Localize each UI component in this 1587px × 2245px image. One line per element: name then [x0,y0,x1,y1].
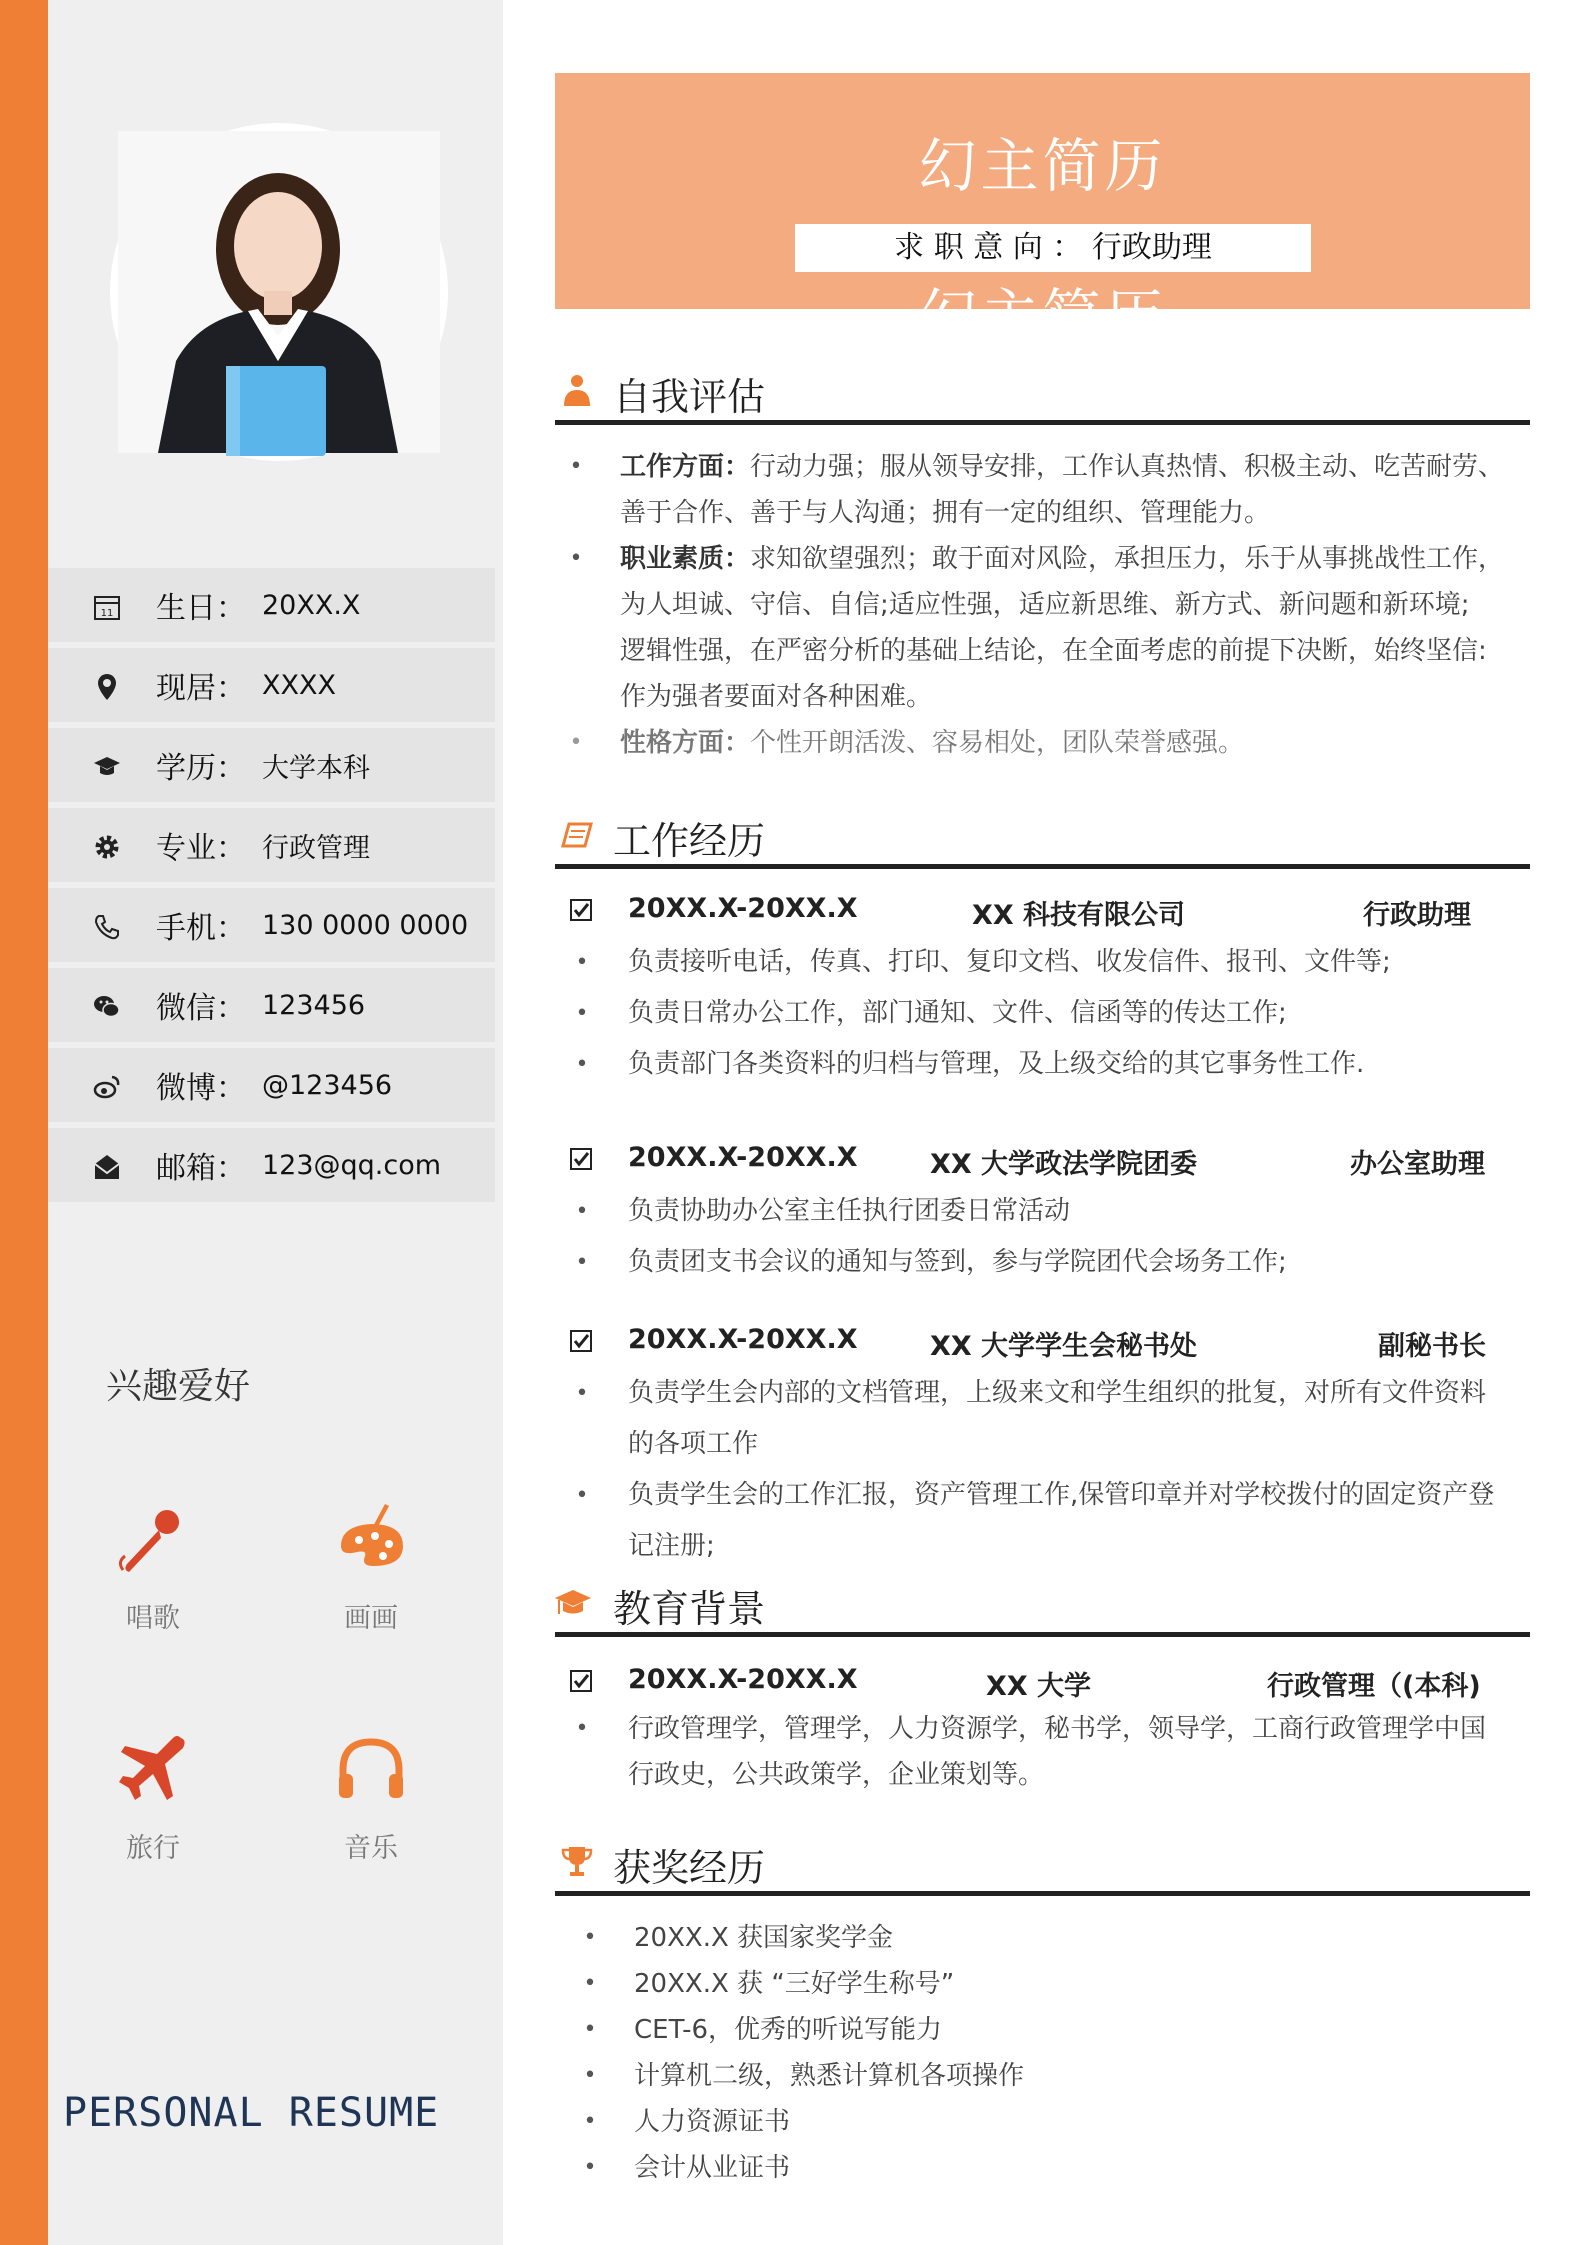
list-item-cont [560,490,1520,536]
hobby-singing [78,1500,228,1635]
list-item-cont [570,1752,1520,1798]
list-item-cont [570,1521,1520,1572]
item-text: 善于合作、善于与人沟通；拥有一定的组织、管理能力。 [620,498,1271,528]
list-item: • 负责接听电话，传真、打印、复印文档、收发信件、报刊、文件等; [575,947,1391,977]
list-item: • 负责学生会内部的文档管理，上级来文和学生组织的批复，对所有文件资料 [575,1378,1487,1408]
header-banner [555,73,1530,350]
hobby-label: 画画 [344,1603,398,1634]
hobbies-title: 兴趣爱好 [106,1366,251,1407]
hobby-label: 唱歌 [126,1603,180,1634]
profile-row-residence [48,648,495,722]
item-text: 负责日常办公工作，部门通知、文件、信函等的传达工作; [628,998,1287,1028]
calendar-icon [92,592,122,622]
hobby-music [296,1730,446,1865]
item-text: 20XX.X 获国家奖学金 [634,1923,894,1953]
edu-major: 行政管理（(本科) [1267,1671,1481,1702]
palette-icon [331,1500,411,1580]
section-self-eval [555,358,1530,425]
list-item: • 负责协助办公室主任执行团委日常活动 [575,1196,1071,1226]
list-item: • 计算机二级，熟悉计算机各项操作 [583,2061,1025,2091]
list-item: • 20XX.X 获国家奖学金 [583,1923,894,1953]
gear-icon [92,832,122,862]
checkbox-icon [570,899,592,921]
hobby-label: 旅行 [126,1833,180,1864]
profile-label: 微博： [156,1071,246,1106]
checkbox-icon [570,1148,592,1170]
item-text: 求知欲望强烈；敢于面对风险，承担压力，乐于从事挑战性工作， [750,544,1505,574]
hobby-painting [296,1500,446,1635]
profile-value: 130 0000 0000 [262,909,469,941]
list-item: • CET-6，优秀的听说写能力 [583,2015,943,2045]
profile-value: XXXX [262,669,336,701]
person-icon [559,372,595,408]
svg-text:11: 11 [100,608,114,619]
item-text: 负责学生会的工作汇报，资产管理工作,保管印章并对学校拨付的固定资产登 [628,1480,1495,1510]
job-position: 副秘书长 [1378,1331,1486,1362]
job-position: 行政助理 [1363,900,1471,931]
job-duties [570,1368,1520,1561]
mail-icon [92,1152,122,1182]
location-pin-icon [92,672,122,702]
item-text: 作为强者要面对各种困难。 [620,682,933,712]
profile-row-weibo [48,1048,495,1122]
job-header [570,893,1520,933]
airplane-icon [113,1730,193,1810]
resume-title-reflection: 幻主简历 [918,282,1167,350]
profile-value: 大学本科 [262,752,370,784]
section-education [555,1570,1530,1637]
job-intent: 求 职 意 向 ： 行政助理 [795,224,1311,272]
list-item: • 负责部门各类资料的归档与管理，及上级交给的其它事务性工作. [575,1049,1365,1079]
profile-row-birthday [48,568,495,642]
phone-icon [92,912,122,942]
section-awards [555,1829,1530,1896]
hobby-travel [78,1730,228,1865]
awards-list [574,1915,1534,2191]
list-item: • 20XX.X 获 “三好学生称号” [583,1969,955,1999]
profile-row-education [48,728,495,802]
list-item: • 会计从业证书 [583,2153,791,2183]
section-title: 教育背景 [613,1587,766,1631]
list-item: • 性格方面：个性开朗活泼、容易相处，团队荣誉感强。 [569,728,1245,758]
avatar [110,123,448,461]
item-text: 为人坦诚、守信、自信;适应性强，适应新思维、新方式、新问题和新环境; [620,590,1470,620]
item-text: 20XX.X 获 “三好学生称号” [634,1969,955,1999]
item-key: 性格方面： [620,728,751,758]
profile-label: 手机： [156,911,246,946]
item-text: 记注册; [628,1531,715,1561]
job-position: 办公室助理 [1350,1149,1485,1180]
item-text: 行动力强；服从领导安排，工作认真热情、积极主动、吃苦耐劳、 [750,452,1505,482]
accent-bar [0,0,48,2245]
edu-school: XX 大学 [986,1671,1092,1702]
list-item: • 负责团支书会议的通知与签到，参与学院团代会场务工作; [575,1247,1287,1277]
profile-row-wechat [48,968,495,1042]
list-item: • 负责学生会的工作汇报，资产管理工作,保管印章并对学校拨付的固定资产登 [575,1480,1495,1510]
checkbox-icon [570,1330,592,1352]
item-text: 计算机二级，熟悉计算机各项操作 [634,2061,1025,2091]
list-item-cont [560,674,1520,720]
profile-label: 邮箱： [156,1151,246,1186]
notebook-icon [559,816,595,852]
hobby-label: 音乐 [344,1833,398,1864]
list-item: • 职业素质：求知欲望强烈；敢于面对风险，承担压力，乐于从事挑战性工作， [569,544,1505,574]
section-title: 获奖经历 [613,1846,766,1890]
item-text: 行政管理学，管理学，人力资源学，秘书学，领导学，工商行政管理学中国 [628,1714,1487,1744]
list-item-cont [560,582,1520,628]
item-text: 负责接听电话，传真、打印、复印文档、收发信件、报刊、文件等; [628,947,1391,977]
item-text: 行政史，公共政策学，企业策划等。 [628,1760,1045,1790]
job-date: 20XX.X-20XX.X [628,1142,858,1173]
list-item: • 负责日常办公工作，部门通知、文件、信函等的传达工作; [575,998,1287,1028]
checkbox-icon [570,1670,592,1692]
item-text: 的各项工作 [628,1429,759,1459]
profile-row-phone [48,888,495,962]
edu-date: 20XX.X-20XX.X [628,1664,858,1695]
headphones-icon [331,1730,411,1810]
profile-label: 学历： [156,751,246,786]
job-header [570,1324,1520,1364]
job-org: XX 大学学生会秘书处 [930,1331,1198,1362]
item-text: 人力资源证书 [634,2107,791,2137]
list-item-cont [570,1419,1520,1470]
microphone-icon [113,1500,193,1580]
item-text: 逻辑性强，在严密分析的基础上结论，在全面考虑的前提下决断，始终坚信: [620,636,1487,666]
profile-row-email [48,1128,495,1202]
job-duties [570,1186,1520,1288]
profile-value: 20XX.X [262,589,361,621]
item-key: 工作方面： [620,452,751,482]
portrait-image [118,131,440,453]
self-eval-list [560,444,1520,766]
item-text: 负责协助办公室主任执行团委日常活动 [628,1196,1071,1226]
weibo-icon [92,1072,122,1102]
item-text: 负责学生会内部的文档管理，上级来文和学生组织的批复，对所有文件资料 [628,1378,1487,1408]
list-item: • 行政管理学，管理学，人力资源学，秘书学，领导学，工商行政管理学中国 [575,1714,1487,1744]
sidebar [48,0,503,2245]
item-text: 负责团支书会议的通知与签到，参与学院团代会场务工作; [628,1247,1287,1277]
profile-label: 微信： [156,991,246,1026]
profile-value: 123456 [262,989,366,1021]
section-title: 工作经历 [613,819,766,863]
profile-value: @123456 [262,1069,393,1101]
job-date: 20XX.X-20XX.X [628,893,858,924]
education-header [570,1664,1520,1704]
section-work [555,802,1530,869]
profile-value: 123@qq.com [262,1149,442,1181]
profile-list [48,568,495,1208]
item-text: 个性开朗活泼、容易相处，团队荣誉感强。 [750,728,1245,758]
list-item-cont [560,628,1520,674]
list-item: • 工作方面：行动力强；服从领导安排，工作认真热情、积极主动、吃苦耐劳、 [569,452,1505,482]
item-text: 会计从业证书 [634,2153,791,2183]
profile-label: 现居： [156,671,246,706]
profile-value: 行政管理 [262,832,370,864]
resume-title: 幻主简历 [918,132,1167,200]
item-key: 职业素质： [620,544,751,574]
job-org: XX 科技有限公司 [972,900,1186,931]
job-duties [570,937,1520,1090]
profile-row-major [48,808,495,882]
trophy-icon [559,1843,595,1879]
wechat-icon [92,992,122,1022]
section-title: 自我评估 [613,375,766,419]
job-header [570,1142,1520,1182]
profile-label: 专业： [156,831,246,866]
item-text: CET-6，优秀的听说写能力 [634,2015,943,2045]
profile-label: 生日： [156,591,246,626]
list-item: • 人力资源证书 [583,2107,791,2137]
graduation-cap-icon [549,1584,593,1620]
job-org: XX 大学政法学院团委 [930,1149,1198,1180]
job-date: 20XX.X-20XX.X [628,1324,858,1355]
education-courses [570,1706,1520,1798]
item-text: 负责部门各类资料的归档与管理，及上级交给的其它事务性工作. [628,1049,1365,1079]
footer-label: PERSONAL RESUME [63,2090,440,2136]
graduation-cap-icon [92,752,122,782]
